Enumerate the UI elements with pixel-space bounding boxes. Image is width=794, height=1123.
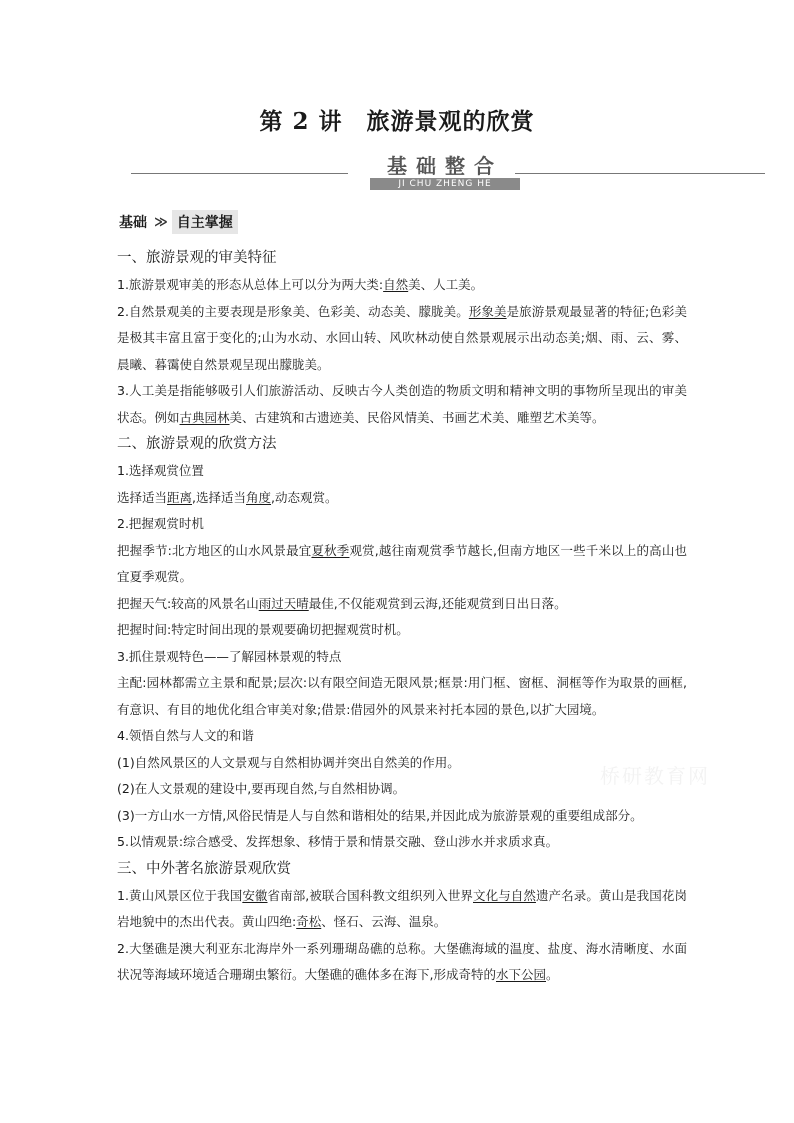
text: 。 [546,967,559,982]
tag-self-study: 自主掌握 [172,210,238,234]
answer-blank: 文化与自然 [473,887,536,903]
text: 、怪石、云海、温泉。 [321,914,447,929]
paragraph [117,272,687,299]
page-title: 第 2 讲 旅游景观的欣赏 [259,108,535,135]
answer-blank: 形象美 [468,303,507,319]
text: 最佳,不仅能观赏到云海,还能观赏到日出日落。 [308,595,567,611]
section-heading-1: 一、旅游景观的审美特征 [117,250,277,266]
paragraph: (3)一方山水一方情,风俗民情是人与自然和谐相处的结果,并因此成为旅游景观的重要组成部分。 [117,807,643,823]
paragraph [117,538,687,591]
text: 遗产名录。黄山是我国花岗岩地貌中的杰出代表。黄山四绝: [117,887,687,929]
paragraph [117,936,687,989]
watermark: 桥研教育网 [600,764,710,788]
answer-blank: 距离 [167,489,193,505]
answer-blank: 古典园林 [179,409,230,425]
answer-blank: 夏秋季 [311,542,350,558]
double-chevron-right-icon: ≫ [154,214,165,230]
banner-subtitle: JI CHU ZHENG HE [370,178,520,190]
text: 2.大堡礁是澳大利亚东北海岸外一系列珊瑚岛礁的总称。大堡礁海域的温度、盐度、海水清晰度、水面状况等海域环境适合珊瑚虫繁衍。大堡礁的礁体多在海下,形成奇特的 [117,940,687,982]
paragraph: 把握时间:特定时间出现的景观要确切把握观赏时机。 [117,622,409,637]
section-heading-3: 三、中外著名旅游景观欣赏 [117,860,291,877]
answer-blank: 安徽 [242,887,268,903]
text: 是旅游景观最显著的特征;色彩美是极其丰富且富于变化的;山为水动、水回山转、风吹林动使自然景观展示出动态美;烟、雨、云、雾、晨曦、暮霭使自然景观呈现出朦胧美。 [117,303,687,372]
text: 1.黄山风景区位于我国 [117,887,243,903]
subheading: 4.领悟自然与人文的和谐 [117,728,254,743]
paragraph [117,299,687,379]
text: ,动态观赏。 [271,489,338,505]
paragraph: 5.以情观景:综合感受、发挥想象、移情于景和情景交融、登山涉水并求质求真。 [117,834,559,849]
banner-rule-left [131,173,348,174]
text: ,选择适当 [192,489,247,505]
answer-blank: 雨过天晴 [258,595,309,611]
text: 3.人工美是指能够吸引人们旅游活动、反映古今人类创造的物质文明和精神文明的事物所呈现出的审美状态。例如 [117,383,687,425]
subheading: 2.把握观赏时机 [117,516,204,531]
text: 选择适当 [117,489,168,505]
text: 2.自然景观美的主要表现是形象美、色彩美、动态美、朦胧美。 [117,303,469,319]
banner-rule-right [515,173,765,174]
tag-basic: 基础 [119,215,147,231]
paragraph: (1)自然风景区的人文景观与自然相协调并突出自然美的作用。 [117,754,460,770]
subheading: 1.选择观赏位置 [117,463,204,478]
text: 把握天气:较高的风景名山 [117,595,259,611]
answer-blank: 角度 [246,489,272,505]
text: 美、人工美。 [408,277,484,292]
document-body [117,245,687,989]
paragraph: 主配:园林都需立主景和配景;层次:以有限空间造无限风景;框景:用门框、窗框、洞框等作为取景的画框,有意识、有目的地优化组合审美对象;借景:借园外的风景来衬托本园的景色,以扩大园境。 [117,675,687,717]
section-banner [0,150,794,192]
paragraph [117,591,687,618]
answer-blank: 自然 [383,277,409,292]
paragraph [117,883,687,936]
paragraph: (2)在人文景观的建设中,要再现自然,与自然相协调。 [117,781,406,796]
paragraph [117,378,687,431]
answer-blank: 奇松 [296,914,322,929]
text: 省南部,被联合国科教文组织列入世界 [267,887,474,903]
text: 把握季节:北方地区的山水风景最宜 [117,542,312,558]
section-heading-2: 二、旅游景观的欣赏方法 [117,436,277,452]
banner-title: 基础整合 [387,154,503,178]
subheading: 3.抓住景观特色——了解园林景观的特点 [117,648,342,664]
text: 美、古建筑和古遗迹美、民俗风情美、书画艺术美、雕塑艺术美等。 [229,409,605,425]
text: 观赏,越往南观赏季节越长,但南方地区一些千米以上的高山也宜夏季观赏。 [117,542,687,584]
answer-blank: 水下公园 [495,967,546,982]
section-tag [119,210,238,236]
paragraph [117,485,687,512]
text: 1.旅游景观审美的形态从总体上可以分为两大类: [117,277,384,292]
